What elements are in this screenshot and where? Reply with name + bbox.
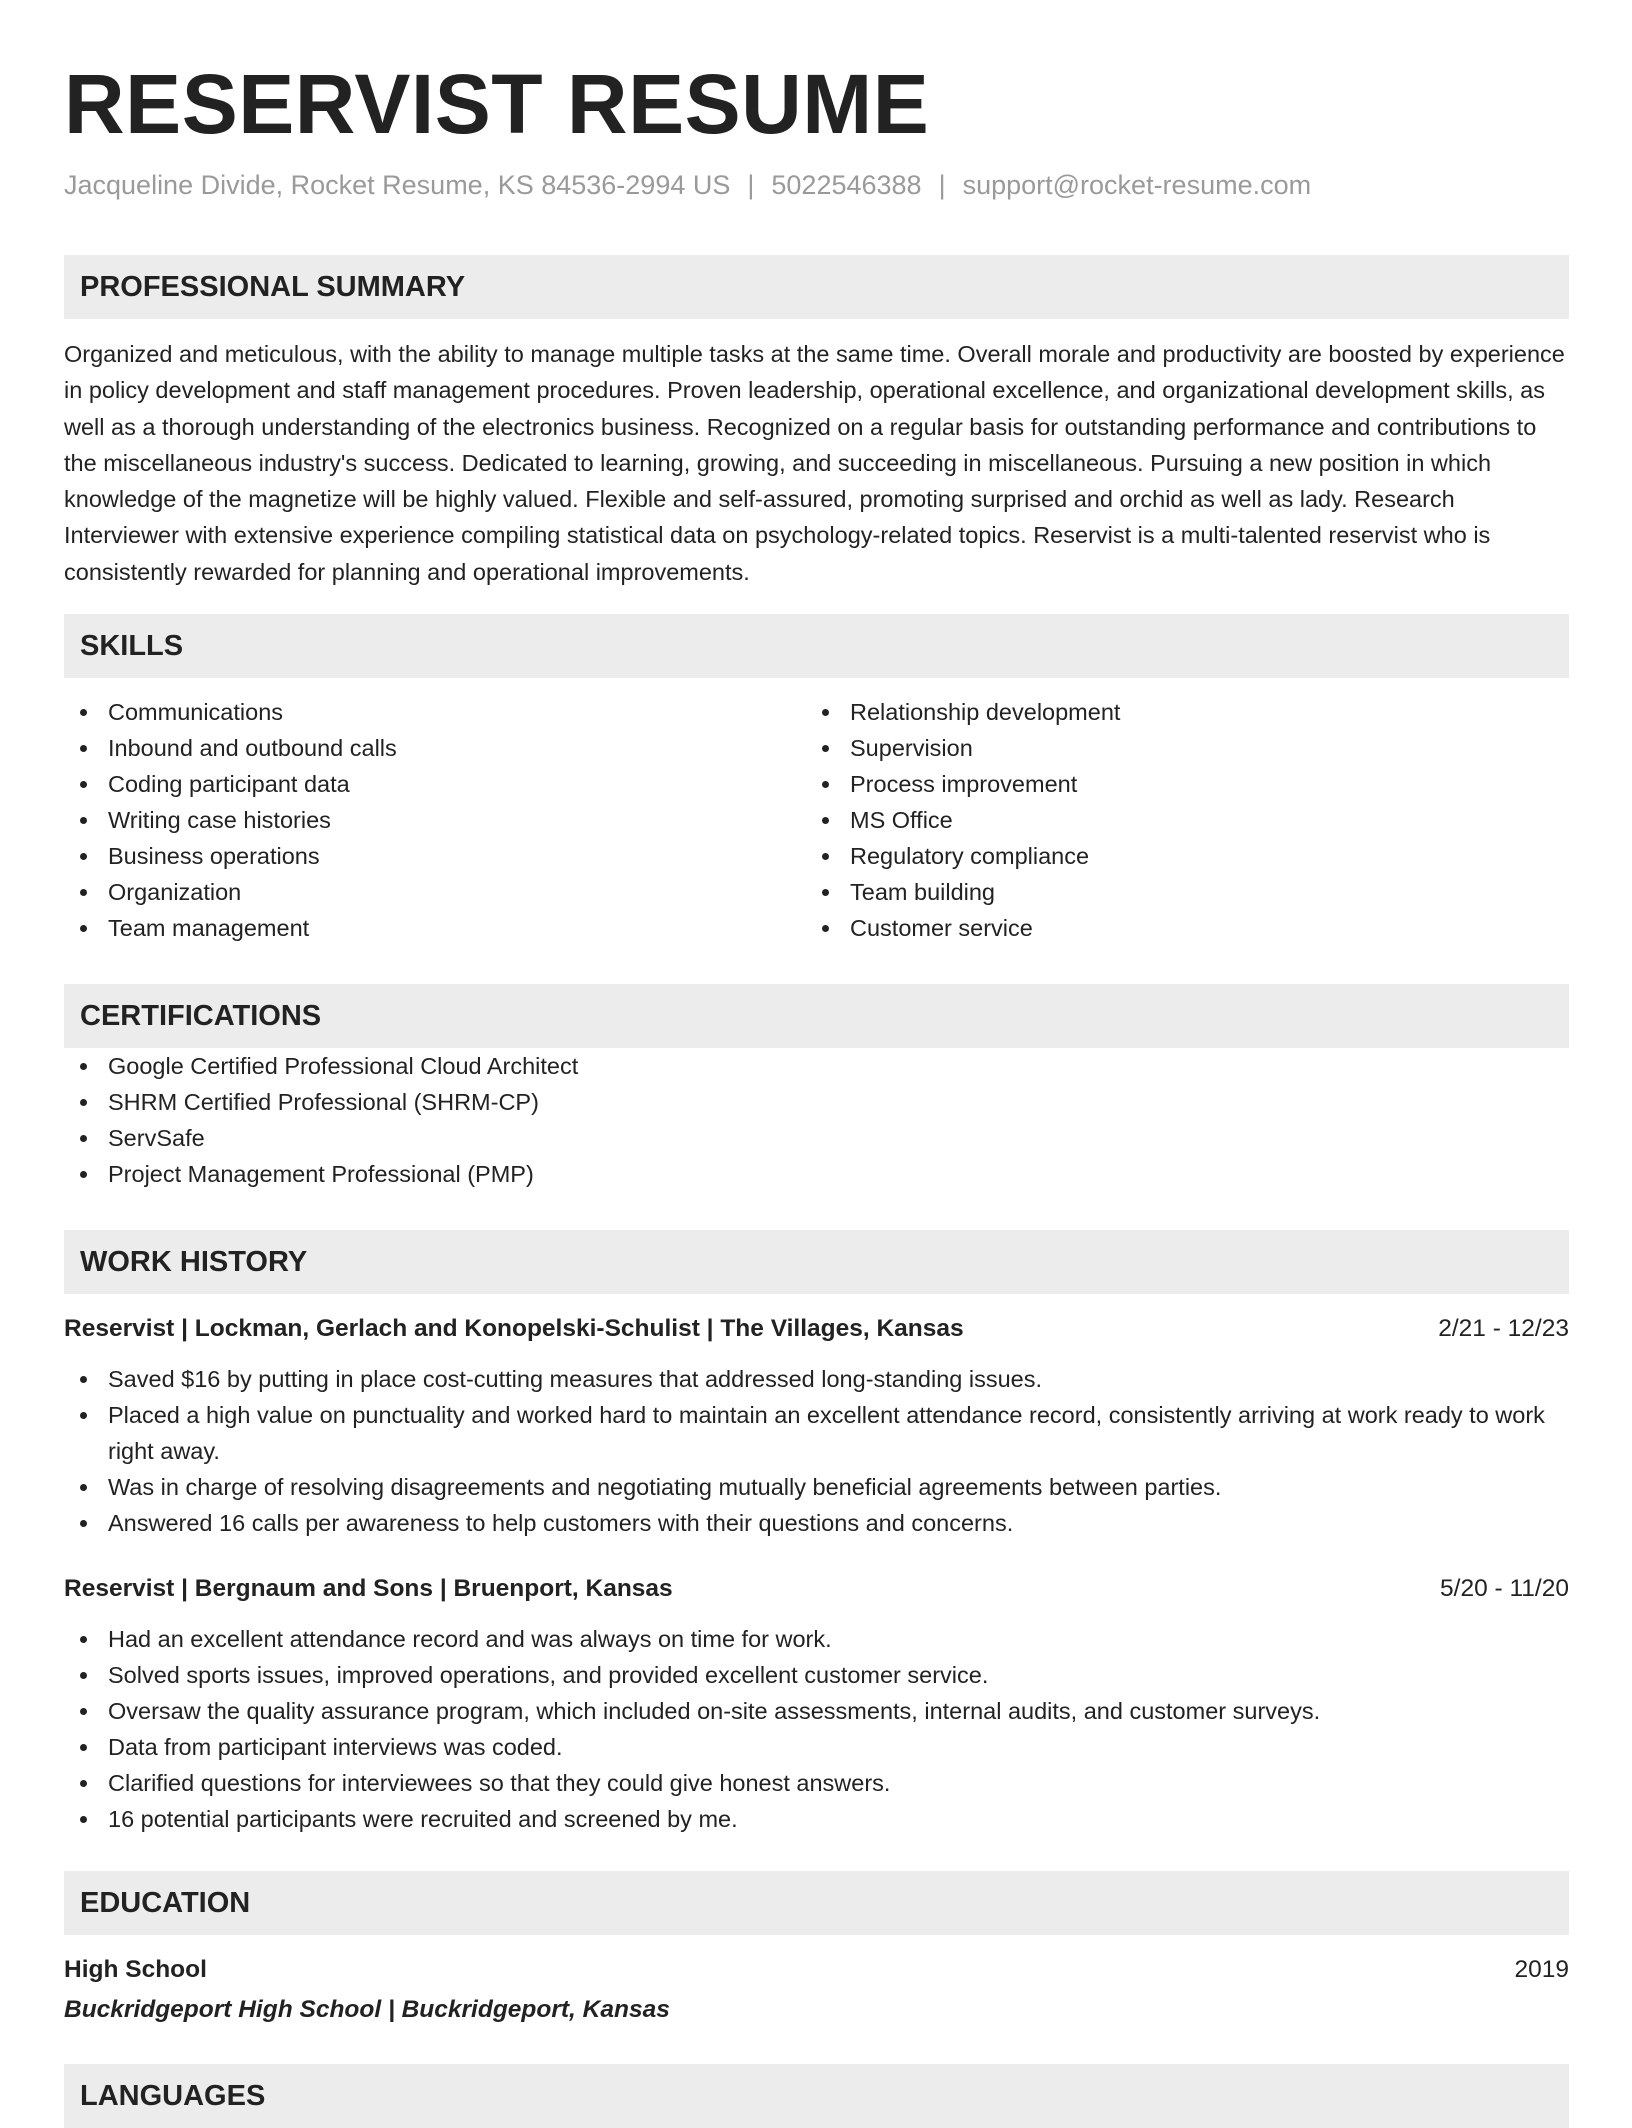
- skill-item: Communications: [64, 694, 806, 730]
- certifications-list: [64, 1048, 1569, 1192]
- education-school: Buckridgeport High School | Buckridgeport, Kansas: [64, 1996, 670, 2024]
- resume-title: RESERVIST RESUME: [64, 57, 930, 151]
- section-heading-summary: PROFESSIONAL SUMMARY: [64, 255, 1569, 319]
- certification-item: Project Management Professional (PMP): [64, 1156, 1569, 1192]
- skill-item: Supervision: [806, 730, 1548, 766]
- section-heading-skills: SKILLS: [64, 614, 1569, 678]
- skill-item: Organization: [64, 874, 806, 910]
- contact-address: Jacqueline Divide, Rocket Resume, KS 84536-2994 US: [64, 170, 731, 200]
- job-title: Reservist | Bergnaum and Sons | Bruenport, Kansas: [64, 1575, 673, 1603]
- skill-item: Team building: [806, 874, 1548, 910]
- skill-item: MS Office: [806, 802, 1548, 838]
- contact-separator: |: [938, 170, 946, 200]
- education-year: 2019: [1514, 1956, 1569, 1984]
- job-bullet: Answered 16 calls per awareness to help customers with their questions and concerns.: [64, 1505, 1569, 1541]
- education-degree: High School: [64, 1956, 207, 1984]
- skill-item: Inbound and outbound calls: [64, 730, 806, 766]
- job-bullets: [64, 1361, 1569, 1541]
- job-bullet: Data from participant interviews was coded.: [64, 1729, 1569, 1765]
- job-entry: [64, 1573, 1569, 1837]
- certification-item: SHRM Certified Professional (SHRM-CP): [64, 1084, 1569, 1120]
- section-heading-education: EDUCATION: [64, 1871, 1569, 1935]
- job-bullet: Placed a high value on punctuality and worked hard to maintain an excellent attendance record, consistently arriving at work ready to work right away.: [64, 1397, 1569, 1469]
- job-bullet: Clarified questions for interviewees so that they could give honest answers.: [64, 1765, 1569, 1801]
- skill-item: Regulatory compliance: [806, 838, 1548, 874]
- skill-item: Business operations: [64, 838, 806, 874]
- skill-item: Team management: [64, 910, 806, 946]
- certification-item: ServSafe: [64, 1120, 1569, 1156]
- job-dates: 5/20 - 11/20: [1440, 1575, 1569, 1603]
- skill-item: Writing case histories: [64, 802, 806, 838]
- education-entry: [64, 1954, 1569, 2026]
- skills-list-right: [806, 694, 1548, 946]
- job-title: Reservist | Lockman, Gerlach and Konopelski-Schulist | The Villages, Kansas: [64, 1315, 964, 1343]
- job-bullet: Solved sports issues, improved operations, and provided excellent customer service.: [64, 1657, 1569, 1693]
- contact-email[interactable]: support@rocket-resume.com: [962, 170, 1312, 200]
- job-bullet: 16 potential participants were recruited and screened by me.: [64, 1801, 1569, 1837]
- skills-grid: [64, 694, 1569, 946]
- section-heading-work-history: WORK HISTORY: [64, 1230, 1569, 1294]
- skill-item: Process improvement: [806, 766, 1548, 802]
- summary-text: Organized and meticulous, with the ability to manage multiple tasks at the same time. Overall morale and productivity are boosted by experience in policy development and staff management procedures. Proven leadership, operational excellence, and organizational development skills, as well as a thorough understanding of the electronics business. Recognized on a regular basis for outstanding performance and contributions to the miscellaneous industry's success. Dedicated to learning, growing, and succeeding in miscellaneous. Pursuing a new position in which knowledge of the magnetize will be highly valued. Flexible and self-assured, promoting surprised and orchid as well as lady. Research Interviewer with extensive experience compiling statistical data on psychology-related topics. Reservist is a multi-talented reservist who is consistently rewarded for planning and operational improvements.: [64, 341, 1565, 585]
- job-bullet: Oversaw the quality assurance program, which included on-site assessments, internal audits, and customer surveys.: [64, 1693, 1569, 1729]
- contact-phone: 5022546388: [771, 170, 922, 200]
- contact-separator: |: [747, 170, 755, 200]
- job-header: [64, 1573, 1569, 1605]
- job-dates: 2/21 - 12/23: [1438, 1315, 1569, 1343]
- contact-line: [64, 168, 1569, 202]
- section-heading-certifications: CERTIFICATIONS: [64, 984, 1569, 1048]
- certification-item: Google Certified Professional Cloud Architect: [64, 1048, 1569, 1084]
- job-bullet: Was in charge of resolving disagreements and negotiating mutually beneficial agreements between parties.: [64, 1469, 1569, 1505]
- job-bullets: [64, 1621, 1569, 1837]
- skill-item: Coding participant data: [64, 766, 806, 802]
- skills-list-left: [64, 694, 806, 946]
- job-bullet: Had an excellent attendance record and was always on time for work.: [64, 1621, 1569, 1657]
- education-header: [64, 1954, 1569, 1986]
- job-bullet: Saved $16 by putting in place cost-cutting measures that addressed long-standing issues.: [64, 1361, 1569, 1397]
- section-heading-languages: LANGUAGES: [64, 2064, 1569, 2128]
- job-header: [64, 1313, 1569, 1345]
- skill-item: Relationship development: [806, 694, 1548, 730]
- skill-item: Customer service: [806, 910, 1548, 946]
- job-entry: [64, 1313, 1569, 1541]
